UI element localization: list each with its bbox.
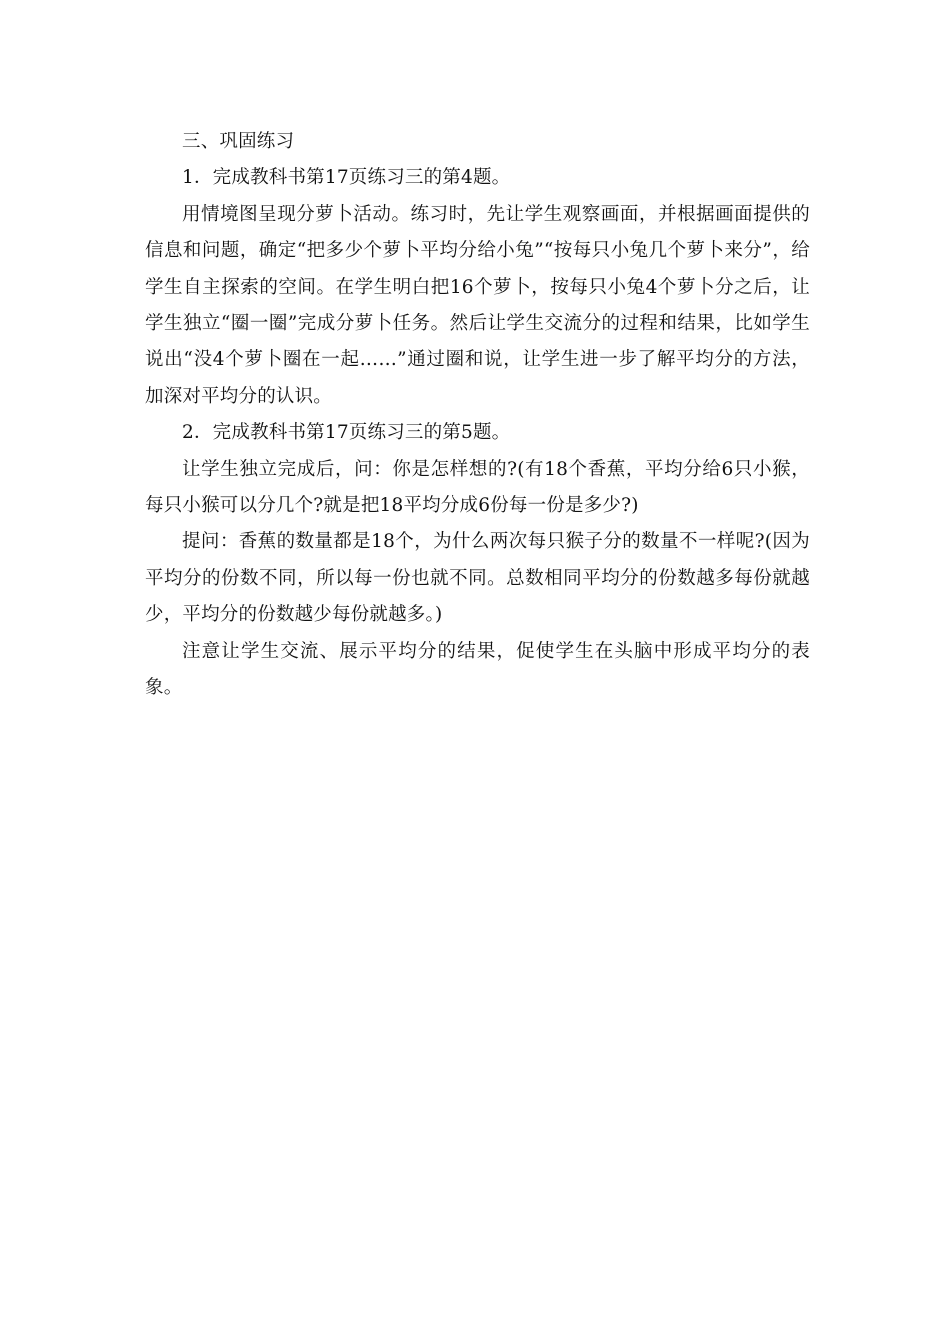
exercise-item-1: 1．完成教科书第17页练习三的第4题。: [182, 167, 511, 189]
paragraph-note: 注意让学生交流、展示平均分的结果，促使学生在头脑中形成平均分的表象。: [145, 640, 810, 699]
paragraph-banana-question: 让学生独立完成后，问：你是怎样想的?(有18个香蕉，平均分给6只小猴，每只小猴可以分几个?就是把18平均分成6份每一份是多少?): [145, 458, 810, 517]
section-heading: 三、巩固练习: [182, 131, 295, 152]
paragraph-radish-activity: 用情境图呈现分萝卜活动。练习时，先让学生观察画面，并根据画面提供的信息和问题，确定“把多少个萝卜平均分给小兔”“按每只小兔几个萝卜来分”，给学生自主探索的空间。在学生明白把16个萝卜，按每只小兔4个萝卜分之后，让学生独立“圈一圈”完成分萝卜任务。然后让学生交流分的过程和结果，比如学生说出“没4个萝卜圈在一起……”通过圈和说，让学生进一步了解平均分的方法，加深对平均分的认识。: [145, 203, 810, 407]
document-body: [145, 124, 810, 707]
exercise-item-2: 2．完成教科书第17页练习三的第5题。: [182, 422, 511, 444]
paragraph-follow-up-question: 提问：香蕉的数量都是18个，为什么两次每只猴子分的数量不一样呢?(因为平均分的份数不同，所以每一份也就不同。总数相同平均分的份数越多每份就越少，平均分的份数越少每份就越多。): [145, 531, 810, 626]
